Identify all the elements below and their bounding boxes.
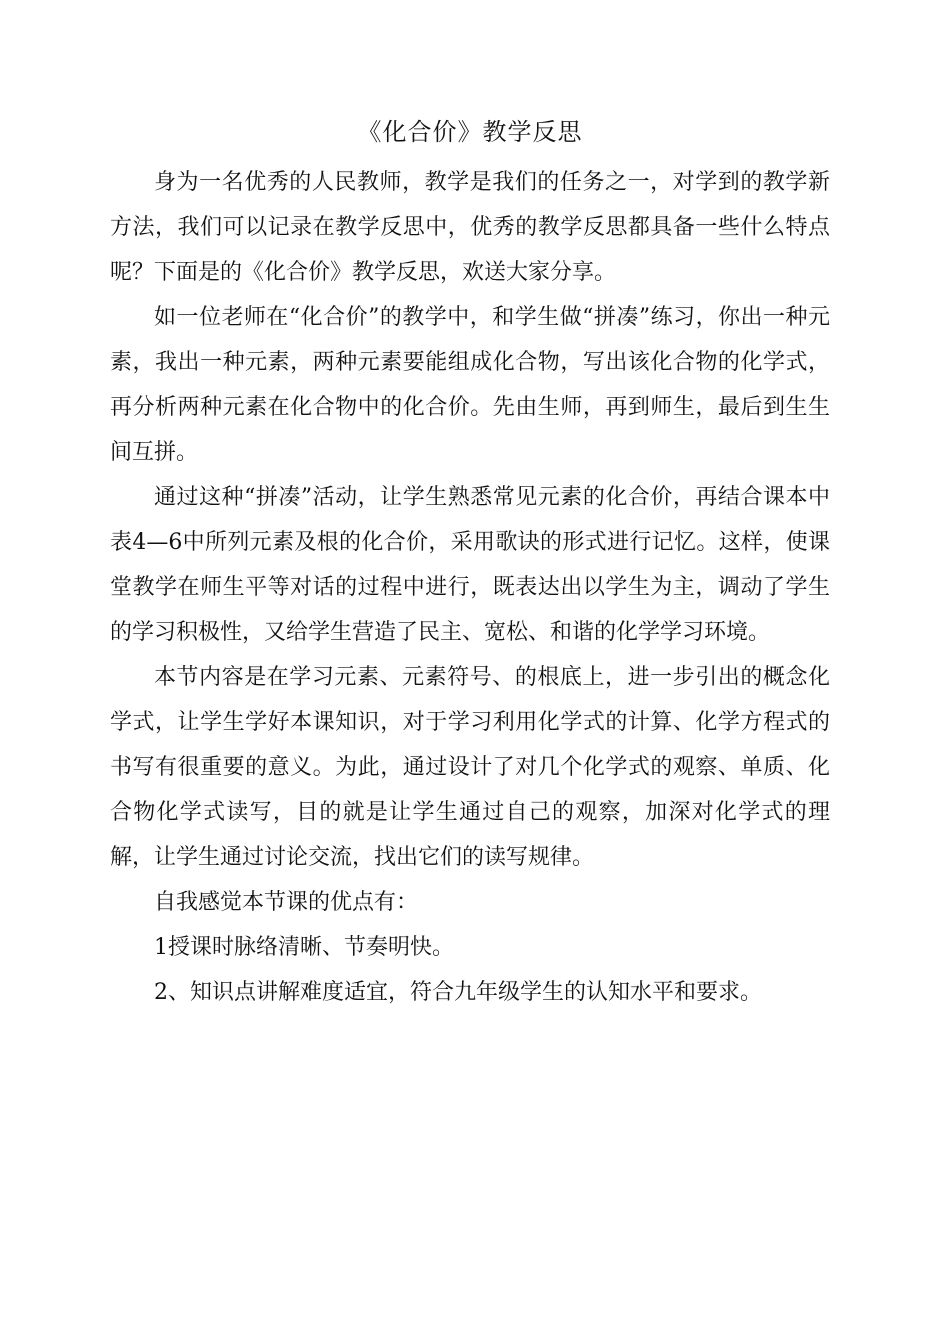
document-page — [110, 112, 830, 1015]
paragraph-pairing-exercise: 如一位老师在“化合价”的教学中，和学生做“拼凑”练习，你出一种元素，我出一种元素，两种元素要能组成化合物，写出该化合物的化学式，再分析两种元素在化合物中的化合价。先由生师，再到师生，最后到生生间互拼。 — [110, 305, 830, 465]
document-title: 《化合价》教学反思 — [357, 118, 583, 146]
paragraph-activity-effect: 通过这种“拼凑”活动，让学生熟悉常见元素的化合价，再结合课本中表4—6中所列元素及根的化合价，采用歌诀的形式进行记忆。这样，使课堂教学在师生平等对话的过程中进行，既表达出以学生为主，调动了学生的学习积极性，又给学生营造了民主、宽松、和谐的化学学习环境。 — [110, 485, 830, 645]
paragraph-intro: 身为一名优秀的人民教师，教学是我们的任务之一，对学到的教学新方法，我们可以记录在教学反思中，优秀的教学反思都具备一些什么特点呢？下面是的《化合价》教学反思，欢送大家分享。 — [110, 170, 830, 285]
paragraph-lesson-content: 本节内容是在学习元素、元素符号、的根底上，进一步引出的概念化学式，让学生学好本课知识，对于学习利用化学式的计算、化学方程式的书写有很重要的意义。为此，通过设计了对几个化学式的观察、单质、化合物化学式读写，目的就是让学生通过自己的观察，加深对化学式的理解，让学生通过讨论交流，找出它们的读写规律。 — [110, 665, 830, 870]
paragraph-strength-1: 1授课时脉络清晰、节奏明快。 — [154, 935, 454, 960]
paragraph-strength-2: 2、知识点讲解难度适宜，符合九年级学生的认知水平和要求。 — [154, 980, 762, 1005]
paragraph-strengths-heading: 自我感觉本节课的优点有： — [154, 890, 419, 915]
